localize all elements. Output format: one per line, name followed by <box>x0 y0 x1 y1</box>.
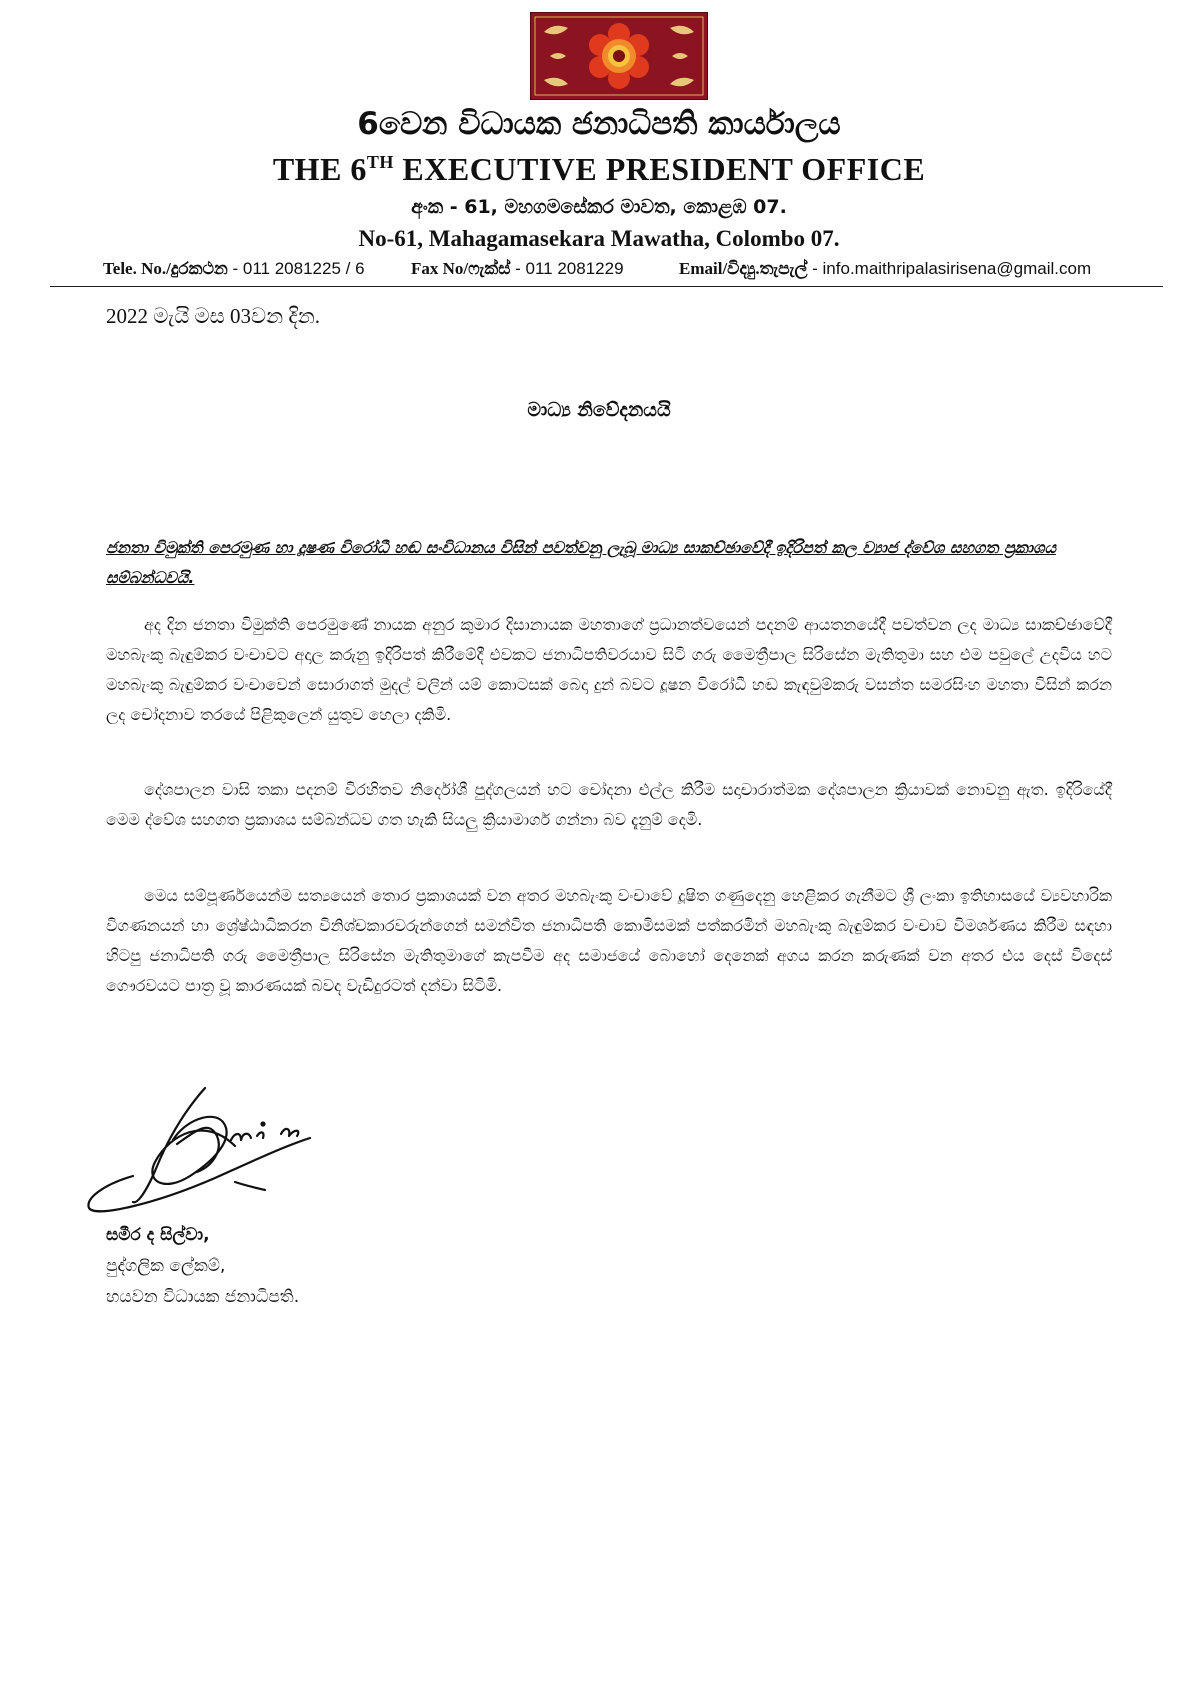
signatory-office: හයවන විධායක ජනාධිපති. <box>106 1287 300 1307</box>
body-paragraph-2: දේශපාලන වාසි තකා පදනම් විරහිතව නිර්දෝශී පුද්ගලයන් හට චෝදනා එල්ල කිරීම සදාචාරාත්මක දේශපාලන ක්‍රියාවක් නොවනු ඇත. ඉදිරියේදී මෙම ද්වේශ සහගත ප්‍රකාශය සම්බන්ධව ගත හැකි සියලු ක්‍රියාමාර්ග ගන්නා බව දැනුම් දෙමි. <box>106 780 1112 829</box>
handwritten-signature <box>85 1076 350 1216</box>
letter-date: 2022 මැයි මස 03වන දින. <box>106 304 321 328</box>
body-paragraph-1: අද දින ජනතා විමුක්ති පෙරමුණේ නායක අනුර කුමාර දිසානායක මහතාගේ ප්‍රධානත්වයෙන් පදනම් ආයතනයේදී පවත්වන ලද මාධ්‍ය සාකච්ඡාවේදී මහබැංකු බැඳුම්කර වංචාවට අදාල කරුනු ඉදිරිපත් කිරීමේදී එවකට ජනාධිපතිවරයාව සිටි ගරු මෛත්‍රීපාල සිරිසේන මැතිතුමා සහ එම පවුලේ උදවිය හට මහබැංකු බැඳුම්කර වංචාවෙන් සොරාගත් මුදල් වලින් යම් කොටසක් බෙදා දුන් බවට දූෂන විරෝධී හඬ කැඳවුම්කරු වසන්ත සමරසිංහ මහතා විසින් කරන ලද චෝදනාව තරයේ පිළිකුලෙන් යුතුව හෙලා දකිමි. <box>106 615 1112 724</box>
office-title-english: THE 6TH EXECUTIVE PRESIDENT OFFICE <box>272 151 926 187</box>
address-sinhala: අංක - 61, මහගමසේකර මාවත, කොළඹ 07. <box>411 196 787 218</box>
fax-contact: Fax No/ෆැක්ස් - 011 2081229 <box>411 259 624 278</box>
body-paragraph-3: මෙය සම්පූර්ණයෙන්ම සත්‍යයෙන් තොර ප්‍රකාශයක් වන අතර මහබැංකු වංචාවේ දූෂිත ගණුදෙනු හෙළිකර ගැනීමට ශ්‍රී ලංකා ඉතිහාසයේ ව්‍යවහාරික විගණනයන් හා ශ්‍රේෂ්ඨාධිකරන විනිශ්චකාරවරුන්ගෙන් සමන්විත ජනාධිපති කොමිසමක් පත්කරමින් මහබැංකු බැඳුම්කර වංචාව විමර්ශණය කිරීම සඳහා හිටපු ජනාධිපති ගරු මෛත්‍රීපාල සිරිසේන මැතිතුමාගේ කැපවීම අද සමාජයේ බොහෝ දෙනෙක් අගය කරන කරුණක් වන අතර එය දෙස් විදෙස් ගෞරවයට පාත්‍ර වූ කාරණයක් බවද වැඩිදුරටත් දන්වා සිටිමි. <box>106 886 1112 995</box>
header-divider <box>50 286 1163 287</box>
office-title-sinhala: 6වෙන විධායක ජනාධිපති කාර්යාලය <box>357 106 841 142</box>
lotus-emblem-logo <box>530 12 708 100</box>
telephone-contact: Tele. No./දුරකථන - 011 2081225 / 6 <box>103 259 365 278</box>
press-release-title: මාධ්‍ය නිවේදනයයි <box>527 399 671 421</box>
contact-line <box>103 259 1123 283</box>
signatory-block <box>106 1220 299 1313</box>
signatory-position: පුද්ගලික ලේකම්, <box>106 1256 226 1276</box>
email-contact: Email/විද්‍යු.තැපැල් - info.maithripalasirisena@gmail.com <box>679 259 1092 278</box>
subject-line: ජනතා විමුක්ති පෙරමුණ හා දූෂණ විරෝධී හඬ සංවිධානය විසින් පවත්වනු ලැබූ මාධ්‍ය සාකච්ඡාවේදී ඉදිරිපත් කල ව්‍යාජ ද්වේශ සහගත ප්‍රකාශය සම්බන්ධවයි. <box>106 538 1056 587</box>
signatory-name: සමීර ද සිල්වා, <box>106 1225 210 1245</box>
address-english: No-61, Mahagamasekara Mawatha, Colombo 07. <box>358 226 840 251</box>
